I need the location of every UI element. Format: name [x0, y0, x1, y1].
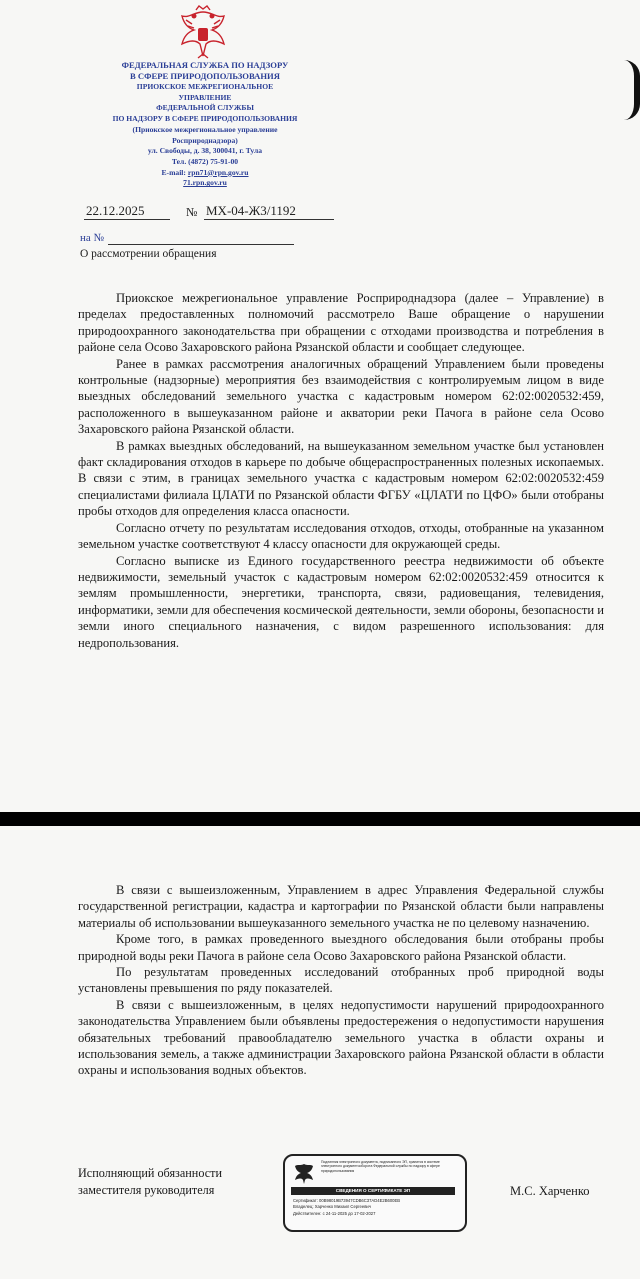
- number-underline: [204, 219, 334, 220]
- electronic-signature-stamp: [283, 1154, 467, 1232]
- signatory-title: [78, 1165, 222, 1199]
- letterhead-line: ПО НАДЗОРУ В СФЕРЕ ПРИРОДОПОЛЬЗОВАНИЯ: [112, 114, 298, 124]
- stamp-title-bar: СВЕДЕНИЯ О СЕРТИФИКАТЕ ЭП: [291, 1187, 455, 1195]
- letterhead-line: ПРИОКСКОЕ МЕЖРЕГИОНАЛЬНОЕ: [136, 82, 274, 91]
- stamp-header: Подлинник электронного документа, подписанного ЭП, хранится в системе электронного документооборота Федеральной службы по надзору в сфере природопользования: [321, 1160, 440, 1173]
- letterhead-line: Росприроднадзора): [172, 135, 238, 145]
- document-subject: О рассмотрении обращения: [80, 248, 217, 260]
- paragraph: Кроме того, в рамках проведенного выездного обследования были отобраны пробы природной воды реки Пачога в районе села Осово Захаровского района Рязанской области.: [78, 932, 604, 963]
- letterhead-line: УПРАВЛЕНИЕ: [178, 92, 232, 102]
- letter-body-page-2: [78, 882, 604, 1079]
- cert-label: Сертификат:: [293, 1198, 318, 1203]
- owner-value: Харченко Михаил Сергеевич: [314, 1204, 371, 1210]
- cert-value: 00B98019B73947CDB6C37AD4E2B600EB: [319, 1198, 401, 1203]
- reference-label: на №: [80, 232, 105, 244]
- document-number: МХ-04-Ж3/1192: [206, 203, 296, 218]
- paragraph: Ранее в рамках рассмотрения аналогичных обращений Управлением были проведены контрольные (надзорные) мероприятия без взаимодействия с контролируемым лицом в виде выездных обследований земельного участка с кадастровым номером 62:02:0020532:459, расположенного в вышеуказанном районе и акватории реки Пачога в районе села Осово Захаровского района Рязанской области.: [78, 356, 604, 437]
- paragraph: Приокское межрегиональное управление Росприроднадзора (далее – Управление) в пределах предоставленных полномочий рассмотрело Ваше обращение о нарушении природоохранного законодательства при обращении с отходами производства и потребления в районе села Осово Захаровского района Рязанской области и сообщает следующее.: [78, 291, 604, 355]
- document-page-2: [0, 826, 640, 1279]
- document-date: 22.12.2025: [86, 203, 145, 218]
- letterhead-phone: Тел. (4872) 75-91-00: [171, 156, 239, 166]
- letterhead: [80, 60, 330, 189]
- paragraph: В связи с вышеизложенным, в целях недопустимости нарушений природоохранного законодательства Управлением были объявлены предостережения о недопустимости нарушения обязательных требований правообладателю земельного участка в области охраны и использования земель, а также администрации Захаровского района Рязанской области в области охраны и использования водных объектов.: [78, 997, 604, 1078]
- signatory-title-line: заместителя руководителя: [78, 1183, 215, 1197]
- letterhead-address: ул. Свободы, д. 38, 300041, г. Тула: [147, 146, 263, 156]
- agency-name-line: В СФЕРЕ ПРИРОДОПОЛЬЗОВАНИЯ: [130, 71, 280, 81]
- website-link[interactable]: 71.rpn.gov.ru: [183, 178, 227, 188]
- letterhead-line: (Приокское межрегиональное управление: [132, 124, 278, 134]
- valid-value: с 24-11-2025 до 17-02-2027: [322, 1210, 376, 1216]
- letter-body-page-1: [78, 290, 604, 651]
- screen-edge-decoration: [624, 60, 640, 120]
- signatory-name: М.С. Харченко: [510, 1184, 590, 1198]
- stamp-details: [293, 1198, 400, 1217]
- reference-underline: [108, 244, 294, 245]
- coat-of-arms-icon: [176, 4, 230, 62]
- paragraph: Согласно отчету по результатам исследования отходов, отходы, отобранные на указанном земельном участке соответствуют 4 классу опасности для окружающей среды.: [78, 520, 604, 552]
- agency-name-line: ФЕДЕРАЛЬНАЯ СЛУЖБА ПО НАДЗОРУ: [121, 60, 289, 70]
- signatory-title-line: Исполняющий обязанности: [78, 1166, 222, 1180]
- valid-label: Действителен:: [293, 1210, 322, 1216]
- paragraph: По результатам проведенных исследований отобранных проб природной воды установлены превышения по ряду показателей.: [78, 965, 604, 996]
- letterhead-email-row: [80, 168, 330, 179]
- email-link[interactable]: rpn71@rpn.gov.ru: [187, 167, 249, 177]
- eagle-emblem-icon: [293, 1162, 315, 1186]
- paragraph: В связи с вышеизложенным, Управлением в адрес Управления Федеральной службы государственной регистрации, кадастра и картографии по Рязанской области были направлены материалы об использовании вышеуказанного земельного участка не по целевому назначению.: [78, 883, 604, 930]
- owner-label: Владелец:: [293, 1204, 314, 1210]
- date-underline: [84, 219, 170, 220]
- paragraph: В рамках выездных обследований, на вышеуказанном земельном участке был установлен факт складирования отходов в карьере по добыче общераспространенных полезных ископаемых. В связи с этим, в границах земельного участка с кадастровым номером 62:02:0020532:459 специалистами филиала ЦЛАТИ по Рязанской области ФГБУ «ЦЛАТИ по ЦФО» были отобраны пробы отходов для определения класса опасности.: [78, 438, 604, 519]
- number-sign: №: [186, 205, 198, 219]
- email-label: E-mail:: [161, 167, 188, 177]
- letterhead-line: ФЕДЕРАЛЬНОЙ СЛУЖБЫ: [156, 103, 254, 113]
- paragraph: Согласно выписке из Единого государственного реестра недвижимости об объекте недвижимости, земельный участок с кадастровым номером 62:02:0020532:459 относится к землям промышленности, энергетики, транспорта, связи, радиовещания, телевидения, информатики, земли для обеспечения космической деятельности, земли обороны, безопасности и земли иного специального назначения, с видом разрешенного использования: для недропользования.: [78, 553, 604, 650]
